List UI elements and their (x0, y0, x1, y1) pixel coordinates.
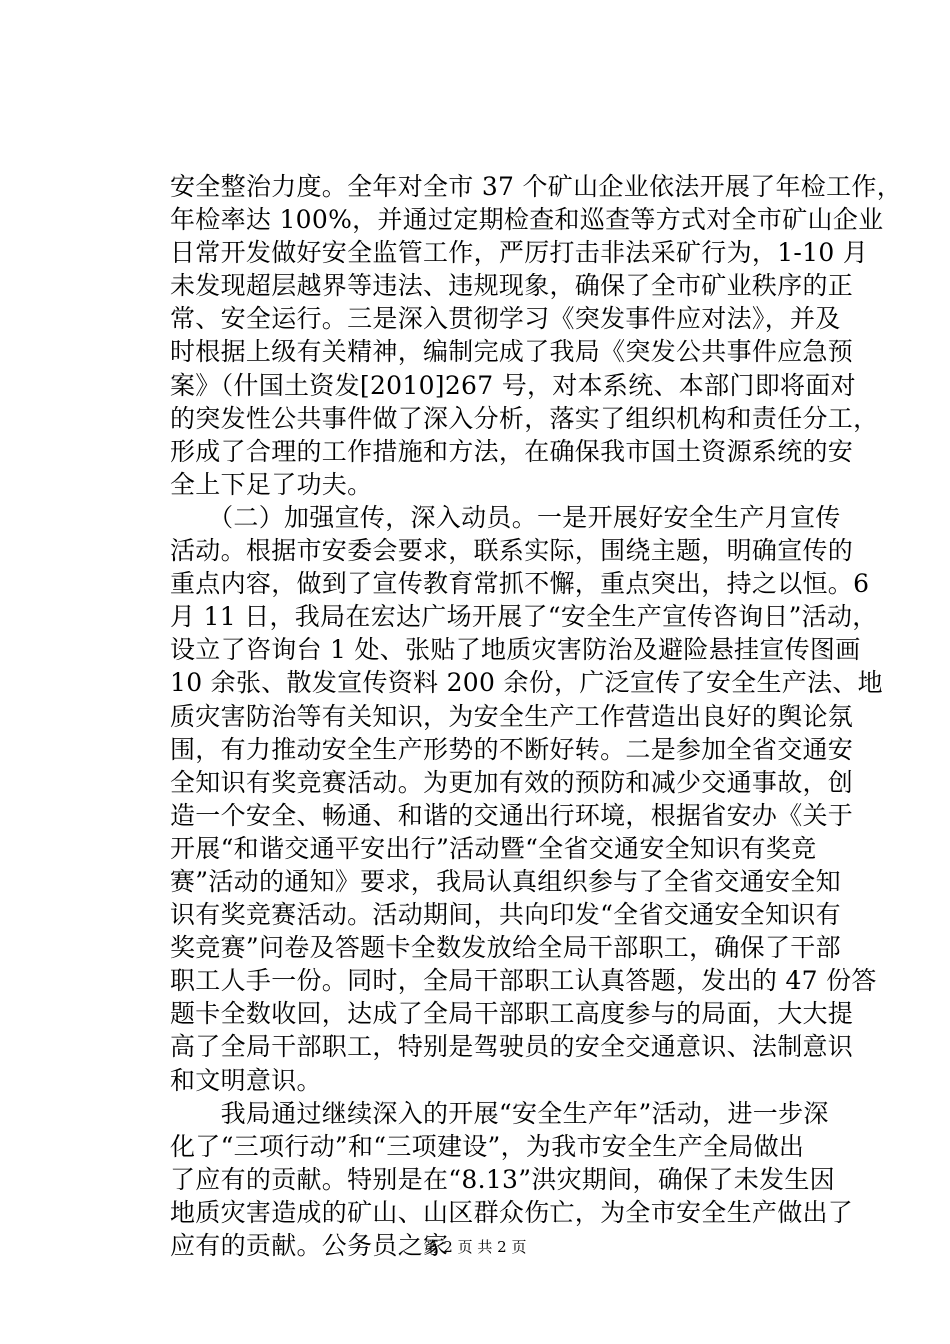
body-line: 识有奖竞赛活动。活动期间，共向印发“全省交通安全知识有 (170, 900, 841, 930)
body-line: 应有的贡献。公务员之家 (170, 1231, 449, 1260)
body-line: 全知识有奖竞赛活动。为更加有效的预防和减少交通事故，创 (170, 767, 854, 797)
body-line: 题卡全数收回，达成了全局干部职工高度参与的局面，大大提 (170, 999, 854, 1029)
page-number: 第 2 页 共 2 页 (423, 1238, 527, 1256)
body-line: 高了全局干部职工，特别是驾驶员的安全交通意识、法制意识 (170, 1032, 854, 1062)
body-line: 日常开发做好安全监管工作，严厉打击非法采矿行为，1-10 月 (170, 238, 869, 268)
body-line: 围，有力推动安全生产形势的不断好转。二是参加全省交通安 (170, 734, 854, 764)
body-line: 职工人手一份。同时，全局干部职工认真答题，发出的 47 份答 (170, 966, 877, 996)
body-line: 未发现超层越界等违法、违规现象，确保了全市矿业秩序的正 (170, 271, 854, 301)
body-line: 和文明意识。 (170, 1065, 322, 1095)
body-line: （二）加强宣传，深入动员。一是开展好安全生产月宣传 (170, 502, 841, 532)
body-line: 全上下足了功夫。 (170, 469, 373, 499)
body-line: 开展“和谐交通平安出行”活动暨“全省交通安全知识有奖竞 (170, 833, 817, 863)
body-line: 重点内容，做到了宣传教育常抓不懈，重点突出，持之以恒。6 (170, 569, 870, 599)
body-line: 10 余张、散发宣传资料 200 余份，广泛宣传了安全生产法、地 (170, 668, 883, 698)
body-line: 活动。根据市安委会要求，联系实际，围绕主题，明确宣传的 (170, 536, 854, 566)
body-line: 年检率达 100%，并通过定期检查和巡查等方式对全市矿山企业 (170, 205, 884, 235)
body-line: 质灾害防治等有关知识，为安全生产工作营造出良好的舆论氛 (170, 701, 854, 731)
body-line: 设立了咨询台 1 处、张贴了地质灾害防治及避险悬挂宣传图画 (170, 635, 861, 665)
body-line: 形成了合理的工作措施和方法，在确保我市国土资源系统的安 (170, 436, 854, 466)
body-line: 地质灾害造成的矿山、山区群众伤亡，为全市安全生产做出了 (170, 1197, 854, 1227)
body-line: 了应有的贡献。特别是在“8.13”洪灾期间，确保了未发生因 (170, 1164, 835, 1194)
body-line: 赛”活动的通知》要求，我局认真组织参与了全省交通安全知 (170, 866, 841, 896)
body-line: 化了“三项行动”和“三项建设”，为我市安全生产全局做出 (170, 1131, 805, 1161)
body-line: 安全整治力度。全年对全市 37 个矿山企业依法开展了年检工作， (170, 172, 903, 201)
body-line: 月 11 日，我局在宏达广场开展了“安全生产宣传咨询日”活动， (170, 602, 878, 632)
body-line: 常、安全运行。三是深入贯彻学习《突发事件应对法》，并及 (170, 304, 841, 334)
document-body (170, 170, 903, 1262)
body-line: 我局通过继续深入的开展“安全生产年”活动，进一步深 (170, 1098, 829, 1128)
body-line: 奖竞赛”问卷及答题卡全数发放给全局干部职工，确保了干部 (170, 933, 841, 963)
body-line: 造一个安全、畅通、和谐的交通出行环境，根据省安办《关于 (170, 800, 854, 830)
body-line: 案》（什国土资发[2010]267 号，对本系统、本部门即将面对 (170, 370, 856, 400)
page-footer (0, 1237, 950, 1257)
body-line: 时根据上级有关精神，编制完成了我局《突发公共事件应急预 (170, 337, 854, 367)
body-line: 的突发性公共事件做了深入分析，落实了组织机构和责任分工， (170, 403, 879, 433)
